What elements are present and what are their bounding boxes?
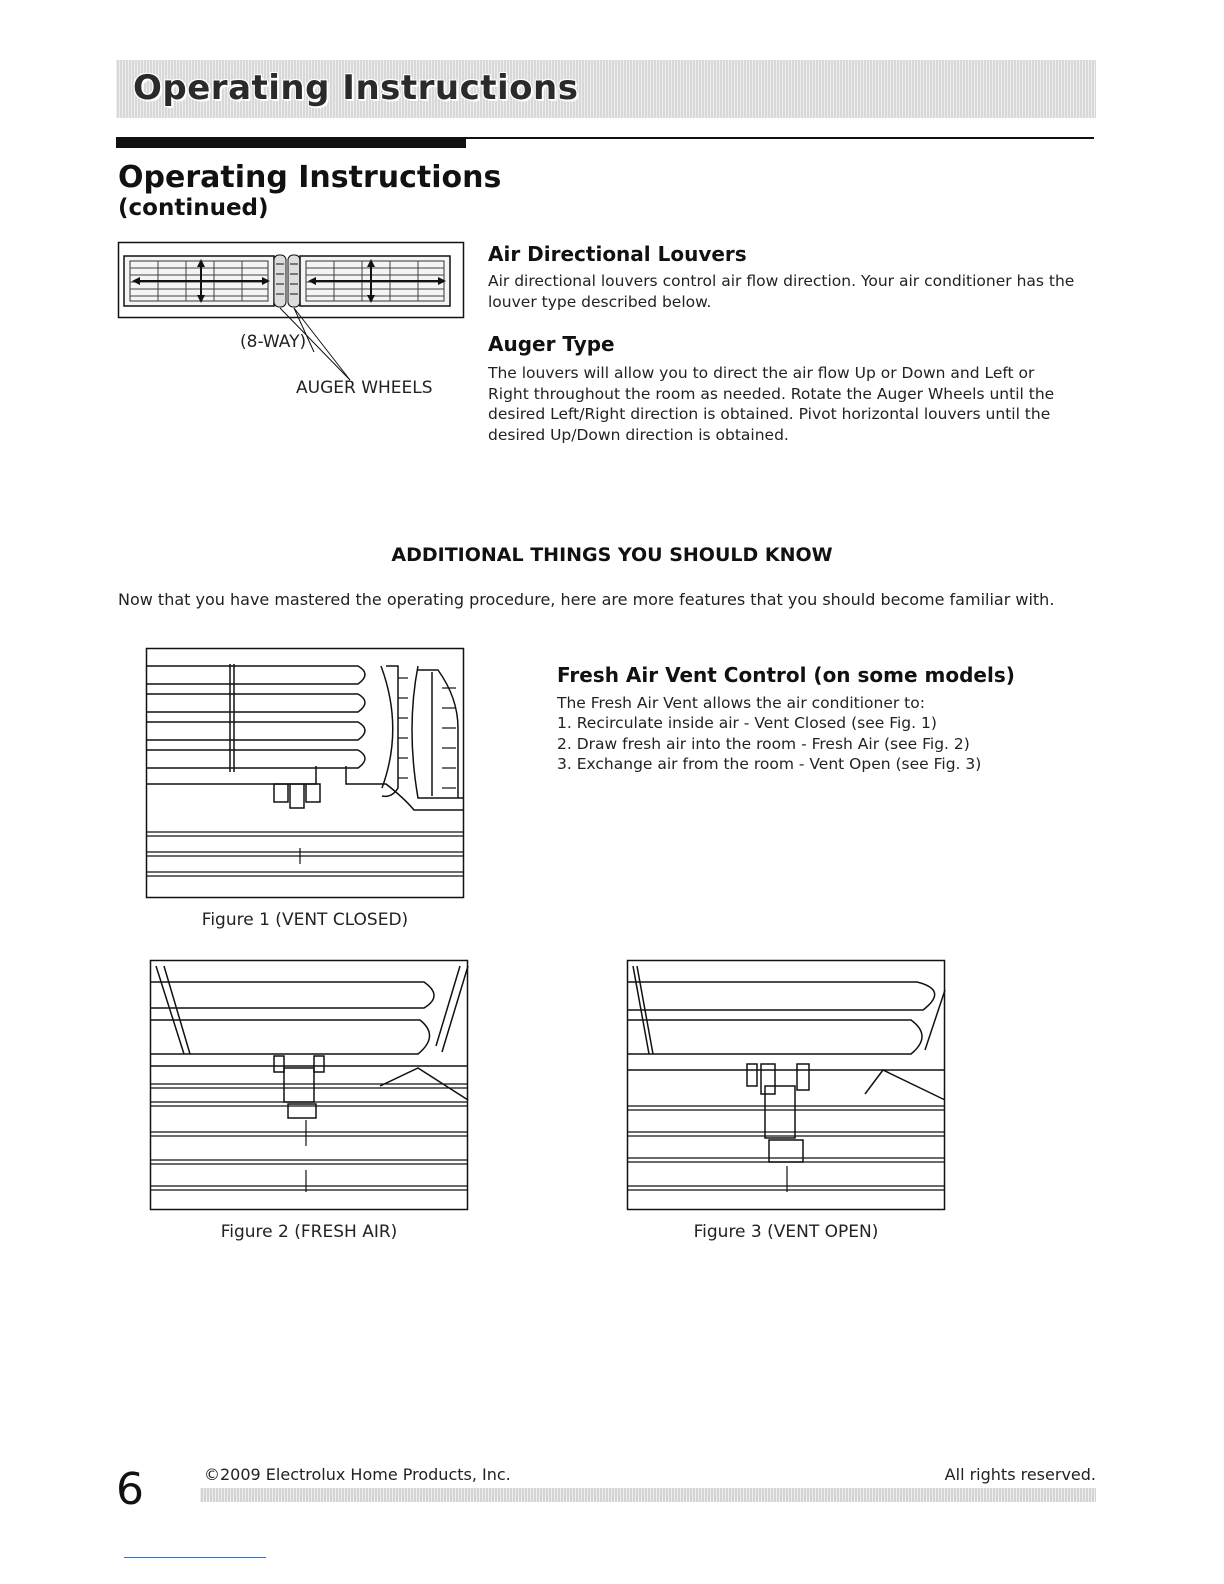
label-auger-wheels: AUGER WHEELS [296, 378, 433, 398]
louver-diagram [118, 242, 464, 318]
figure-2-caption: Figure 2 (FRESH AIR) [220, 1222, 398, 1242]
section-subtitle: (continued) [118, 195, 269, 221]
footer-rights: All rights reserved. [944, 1465, 1096, 1484]
louvers-text: Air directional louvers control air flow direction. Your air conditioner has the louver type described below. [488, 272, 1075, 311]
figure-1-vent-closed [146, 648, 464, 898]
fresh-air-heading: Fresh Air Vent Control (on some models) [557, 663, 1015, 687]
fresh-air-intro: The Fresh Air Vent allows the air conditioner to: [557, 694, 925, 712]
footer-bar [200, 1488, 1096, 1502]
list-item: 3. Exchange air from the room - Vent Open (see Fig. 3) [557, 755, 982, 773]
auger-text: The louvers will allow you to direct the air flow Up or Down and Left or Right throughout the room as needed. Rotate the Auger Wheels until the desired Left/Right direction is obtained. Pivot horizontal louvers until the desired Up/Down direction is obtained. [488, 364, 1055, 444]
section-title: Operating Instructions [118, 160, 502, 195]
list-item: 1. Recirculate inside air - Vent Closed (see Fig. 1) [557, 714, 937, 732]
header-rule-thick [116, 137, 466, 148]
additional-intro: Now that you have mastered the operating procedure, here are more features that you should become familiar with. [118, 590, 1055, 609]
figure-3-caption: Figure 3 (VENT OPEN) [693, 1222, 879, 1242]
footer-link-underline [124, 1557, 266, 1558]
banner-title: Operating Instructions [133, 68, 579, 108]
figure-3-vent-open [627, 960, 945, 1210]
list-item: 2. Draw fresh air into the room - Fresh Air (see Fig. 2) [557, 734, 970, 753]
header-rule-thin [466, 137, 1094, 139]
auger-heading: Auger Type [488, 332, 615, 356]
additional-heading: ADDITIONAL THINGS YOU SHOULD KNOW [391, 544, 833, 566]
figure-1-caption: Figure 1 (VENT CLOSED) [201, 910, 409, 930]
footer-copyright: ©2009 Electrolux Home Products, Inc. [204, 1465, 511, 1484]
louvers-heading: Air Directional Louvers [488, 242, 747, 266]
page-number: 6 [116, 1464, 144, 1515]
fresh-air-list [557, 713, 981, 775]
label-8-way: (8-WAY) [240, 332, 307, 352]
figure-2-fresh-air [150, 960, 468, 1210]
